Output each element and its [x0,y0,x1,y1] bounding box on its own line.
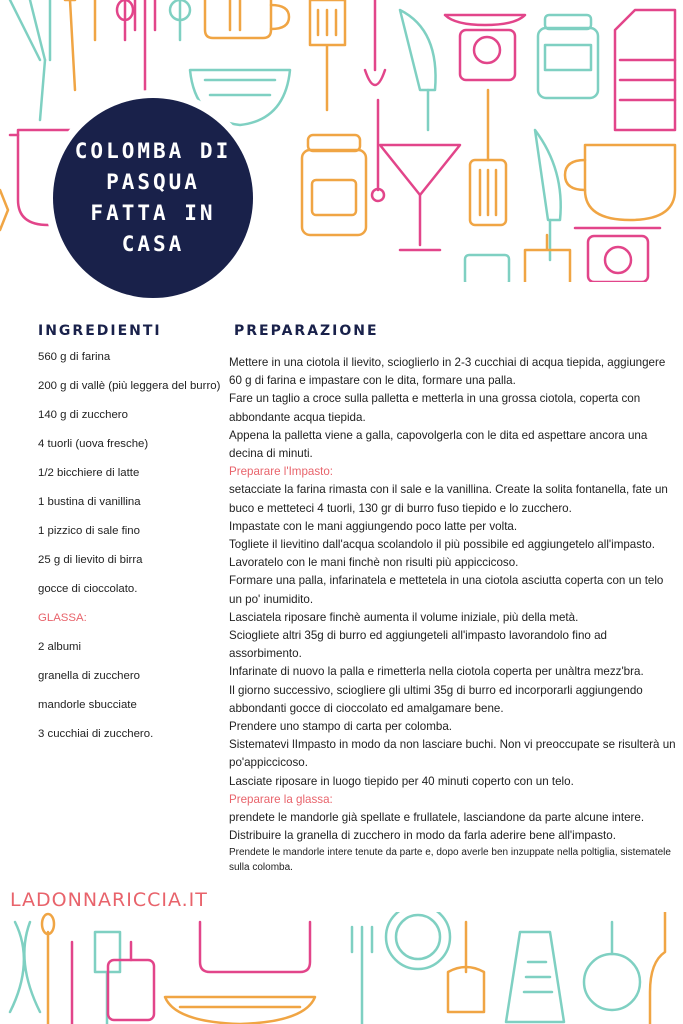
section-subheading: Preparare l'Impasto: [229,465,334,479]
baking-dish-icon [200,922,310,972]
step-paragraph: Impastate con le mani aggiungendo poco latte per volta. [229,519,518,533]
step-paragraph: Lasciate riposare in luogo tiepido per 40 minuti coperto con un telo. [229,774,574,788]
ingredient-item: 2 albumi [38,641,82,653]
spatula-icon [65,0,95,90]
spatula-icon [310,0,345,110]
step-paragraph: Prendere uno stampo di carta per colomba. [229,720,452,734]
glaze-subheading: GLASSA: [38,612,87,624]
section-subheading: Preparare la glassa: [229,792,333,806]
colander-icon [165,997,315,1024]
ingredient-item: 25 g di lievito di birra [38,554,143,566]
ingredient-item: 140 g di zucchero [38,409,128,421]
step-paragraph: setacciate la farina rimasta con il sale e la vanillina. Create la solita fontanella, fate un buco e metteteci 4 tuorli, 130 gr di burro fuso tiepido e lo zucchero. [229,483,668,515]
step-paragraph: Mettere in una ciotola il lievito, scioglierlo in 2-3 cucchiai di acqua tiepida, aggiungere 60 g di farina e impastare con le dita, formare una palla. [229,356,666,388]
site-name: LADONNARICCIA.IT [10,889,208,911]
milk-carton-icon [615,10,675,130]
ingredients-list [38,350,228,756]
ingredients-heading: INGREDIENTI [38,323,162,339]
cutting-board-icon [525,235,570,282]
ingredient-item: gocce di cioccolato. [38,583,138,595]
step-paragraph: Prendete le mandorle intere tenute da parte e, dopo averle ben inzuppate nella poltiglia, sistematele sulla colomba. [229,847,671,874]
ingredient-item: 1/2 bicchiere di latte [38,467,140,479]
kitchen-illustration-bottom [0,912,683,1024]
jar-icon [302,135,366,235]
step-paragraph: Lavoratelo con le mani finchè non risulti più appiccicoso. [229,556,519,570]
step-paragraph: Formare una palla, infarinatela e mettetela in una ciotola asciutta coperta con un telo un po' inumidito. [229,574,664,606]
title-badge [47,92,259,304]
spoon-icon [42,914,54,1024]
spatula-icon [470,90,506,225]
step-paragraph: Il giorno successivo, sciogliere gli ultimi 35g di burro ed incorporarli aggiungendo abbondanti gocce di cioccolato ed amalgamare bene. [229,683,643,715]
bottle-icon [650,912,665,1024]
ingredient-item: 560 g di farina [38,351,111,363]
cup-icon [565,145,675,220]
ingredient-item: 3 cucchiai di zucchero. [38,728,154,740]
ingredient-item: mandorle sbucciate [38,699,137,711]
cutting-board-icon [108,942,154,1020]
preparation-text [229,354,679,875]
utensil-icon [135,0,155,90]
cutting-board-icon [230,0,240,30]
step-paragraph: prendete le mandorle già spellate e frullatele, lasciandone da parte alcune intere. [229,811,645,825]
kitchen-scale-icon [445,15,525,80]
mug-icon [205,0,289,38]
ingredient-item: 4 tuorli (uova fresche) [38,438,149,450]
step-paragraph: Sistematevi lImpasto in modo da non lasciare buchi. Non vi preoccupate se risulterà un po'appiccicoso. [229,738,676,770]
skimmer-icon [584,922,640,1010]
step-paragraph: Infarinate di nuovo la palla e rimetterla nella ciotola coperta per unàltra mezz'bra. [229,665,644,679]
step-paragraph: Sciogliete altri 35g di burro ed aggiungeteli all'impasto lavorandolo fino ad assorbimento. [229,629,607,661]
ingredient-item: granella di zucchero [38,670,140,682]
spoon-icon [117,0,133,40]
grater-icon [506,932,564,1022]
preparation-heading: PREPARAZIONE [234,323,379,339]
page-title: COLOMBA DI PASQUA FATTA IN CASA [74,139,232,256]
step-paragraph: Togliete il lievitino dall'acqua scolandolo il più possibile ed aggiungetelo all'impasto. [229,538,655,552]
jar-icon [538,15,598,98]
ingredient-item: 200 g di vallè (più leggera del burro) [38,380,221,392]
fork-icon [352,927,372,1024]
ladle-icon [170,0,190,40]
fork-icon [365,0,385,201]
bottle-icon [465,255,509,282]
title-disc [53,98,253,298]
step-paragraph: Distribuire la granella di zucchero in modo da farla aderire bene all'impasto. [229,829,616,843]
grater-icon [0,190,8,230]
ingredient-item: 1 bustina di vanillina [38,496,141,508]
step-paragraph: Lasciatela riposare finchè aumenta il volume iniziale, più della metà. [229,610,579,624]
spatula-icon [448,922,484,1012]
kitchen-scale-icon [575,228,660,282]
whisk-icon [10,0,50,120]
plate-icon [386,912,450,969]
step-paragraph: Appena la palletta viene a galla, capovolgerla con le dita ed aspettare ancora una decina di minuti. [229,428,648,461]
ingredient-item: 1 pizzico di sale fino [38,525,140,537]
cocktail-glass-icon [380,145,460,250]
knife-icon [400,10,436,130]
step-paragraph: Fare un taglio a croce sulla palletta e metterla in una grossa ciotola, coperta con abbondante acqua tiepida. [229,392,641,424]
whisk-icon [10,922,40,1012]
